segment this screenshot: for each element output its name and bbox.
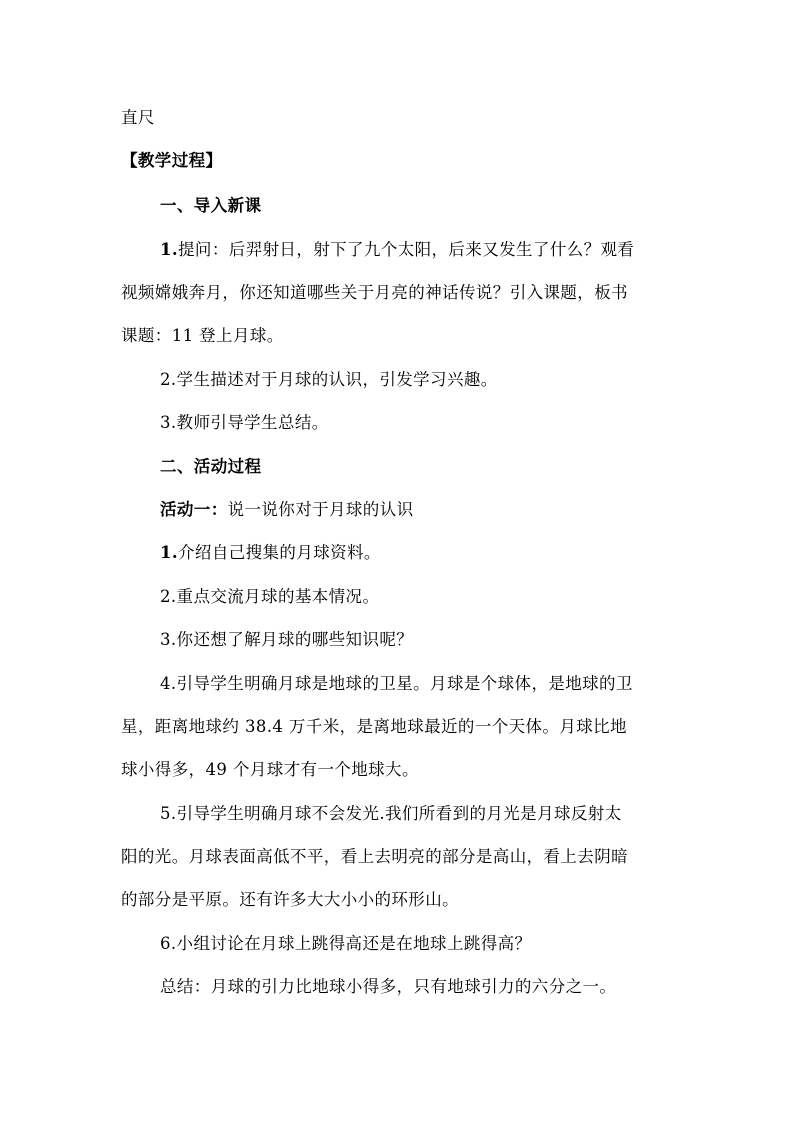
paragraph-text: 4.引导学生明确月球是地球的卫星。月球是个球体，是地球的卫 <box>160 674 633 693</box>
section-two-heading-text: 二、活动过程 <box>160 457 262 476</box>
section-one-heading <box>160 194 261 218</box>
paragraph-intro-1-line-2 <box>121 281 628 305</box>
activity-item-1 <box>160 541 381 565</box>
paragraph-text: 3.你还想了解月球的哪些知识呢？ <box>160 630 414 649</box>
activity-item-4-line-1 <box>160 672 633 696</box>
paragraph-intro-1-line-1 <box>160 238 634 262</box>
activity-item-5-line-2 <box>121 845 628 869</box>
materials-text: 直尺 <box>121 108 155 127</box>
paragraph-text: 介绍自己搜集的月球资料。 <box>178 543 381 562</box>
paragraph-text: 5.引导学生明确月球不会发光.我们所看到的月光是月球反射太 <box>160 804 622 823</box>
section-one-heading-text: 一、导入新课 <box>160 196 262 215</box>
paragraph-text: 球小得多，49 个月球才有一个地球大。 <box>121 760 419 779</box>
paragraph-text: 提问：后羿射日，射下了九个太阳，后来又发生了什么？观看 <box>178 240 635 259</box>
summary-paragraph <box>160 975 616 999</box>
paragraph-text: 阳的光。月球表面高低不平，看上去明亮的部分是高山，看上去阴暗 <box>121 847 628 866</box>
activity-item-2 <box>160 585 379 609</box>
teaching-process-heading-text: 【教学过程】 <box>121 151 223 170</box>
activity-item-5-line-1 <box>160 802 622 826</box>
paragraph-intro-3 <box>160 411 329 435</box>
list-number: 1. <box>160 543 179 562</box>
teaching-process-heading <box>121 149 222 173</box>
paragraph-text: 2.学生描述对于月球的认识，引发学习兴趣。 <box>160 370 498 389</box>
paragraph-text: 2.重点交流月球的基本情况。 <box>160 587 380 606</box>
activity-item-4-line-2 <box>121 715 627 739</box>
paragraph-text: 总结：月球的引力比地球小得多，只有地球引力的六分之一。 <box>160 977 617 996</box>
paragraph-text: 3.教师引导学生总结。 <box>160 413 329 432</box>
activity-one-label: 活动一： <box>160 500 228 519</box>
paragraph-text: 6.小组讨论在月球上跳得高还是在地球上跳得高？ <box>160 934 532 953</box>
activity-item-6 <box>160 932 531 956</box>
section-two-heading <box>160 455 261 479</box>
activity-one-heading <box>160 498 414 522</box>
materials-line <box>121 106 155 130</box>
activity-one-title: 说一说你对于月球的认识 <box>227 500 414 519</box>
paragraph-text: 课题：11 登上月球。 <box>121 326 284 345</box>
paragraph-text: 的部分是平原。还有许多大大小小的环形山。 <box>121 890 459 909</box>
activity-item-4-line-3 <box>121 758 419 782</box>
activity-item-5-line-3 <box>121 888 459 912</box>
paragraph-intro-1-line-3 <box>121 324 284 348</box>
paragraph-text: 视频嫦娥奔月，你还知道哪些关于月亮的神话传说？引入课题，板书 <box>121 283 628 302</box>
paragraph-text: 星，距离地球约 38.4 万千米，是离地球最近的一个天体。月球比地 <box>121 717 627 736</box>
list-number: 1. <box>160 240 179 259</box>
activity-item-3 <box>160 628 413 652</box>
paragraph-intro-2 <box>160 368 498 392</box>
